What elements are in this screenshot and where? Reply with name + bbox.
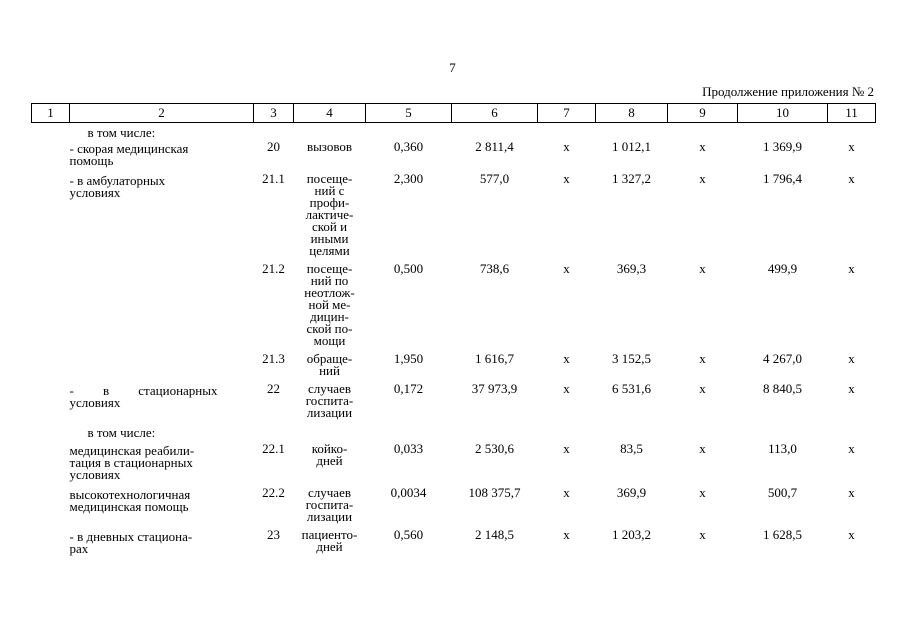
row-name: высокотехнологичная медицинская помощь bbox=[69, 487, 191, 514]
row-value-9: х bbox=[699, 261, 706, 276]
row-value-8: 1 327,2 bbox=[612, 171, 651, 186]
table-row bbox=[32, 353, 876, 383]
row-code: 22.1 bbox=[262, 441, 285, 456]
row-value-11: х bbox=[848, 139, 855, 154]
col-header-10: 10 bbox=[738, 104, 828, 123]
row-name: - в стационарных условиях bbox=[69, 383, 218, 410]
row-value-8: 369,9 bbox=[616, 485, 647, 500]
table-row bbox=[32, 173, 876, 263]
row-value-9: х bbox=[699, 381, 706, 396]
row-value-7: х bbox=[563, 485, 570, 500]
data-table bbox=[31, 103, 876, 555]
row-value-7: х bbox=[563, 261, 570, 276]
row-value-6: 2 148,5 bbox=[475, 527, 514, 542]
row-name bbox=[70, 353, 254, 383]
row-value-9: х bbox=[699, 171, 706, 186]
row-name: в том числе: bbox=[87, 125, 156, 140]
row-name: в том числе: bbox=[87, 425, 156, 440]
col-header-2: 2 bbox=[70, 104, 254, 123]
row-code: 23 bbox=[267, 527, 280, 542]
table-row bbox=[32, 443, 876, 487]
row-value-5: 0,560 bbox=[393, 527, 424, 542]
row-unit: случаев госпита-лизации bbox=[305, 381, 354, 420]
row-value-8: 83,5 bbox=[620, 441, 643, 456]
row-value-9: х bbox=[699, 139, 706, 154]
col-header-3: 3 bbox=[254, 104, 294, 123]
row-value-11: х bbox=[848, 381, 855, 396]
row-value-9: х bbox=[699, 527, 706, 542]
row-value-6: 37 973,9 bbox=[471, 381, 518, 396]
row-value-8: 1 203,2 bbox=[612, 527, 651, 542]
row-value-10: 1 796,4 bbox=[763, 171, 802, 186]
row-value-10: 113,0 bbox=[768, 441, 797, 456]
row-value-7: х bbox=[563, 441, 570, 456]
row-value-5: 1,950 bbox=[393, 351, 424, 366]
row-name: - в дневных стациона-рах bbox=[69, 529, 193, 556]
row-code: 21.2 bbox=[262, 261, 285, 276]
row-value-5: 0,172 bbox=[393, 381, 424, 396]
row-unit: обраще-ний bbox=[306, 351, 353, 378]
row-value-6: 577,0 bbox=[479, 171, 510, 186]
row-value-8: 369,3 bbox=[616, 261, 647, 276]
row-value-6: 108 375,7 bbox=[468, 485, 521, 500]
row-value-7: х bbox=[563, 351, 570, 366]
row-value-6: 2 530,6 bbox=[475, 441, 514, 456]
row-value-6: 1 616,7 bbox=[475, 351, 514, 366]
col-header-11: 11 bbox=[828, 104, 876, 123]
row-value-8: 1 012,1 bbox=[612, 139, 651, 154]
page-number: 7 bbox=[449, 60, 456, 75]
table-row bbox=[32, 529, 876, 555]
table-row bbox=[32, 487, 876, 529]
header-row bbox=[32, 104, 876, 123]
row-value-5: 2,300 bbox=[393, 171, 424, 186]
row-name: медицинская реабили-тация в стационарных условиях bbox=[69, 443, 195, 482]
row-code: 21.3 bbox=[262, 351, 285, 366]
row-unit: посеще-ний с профи-лактиче-ской и иными целями bbox=[305, 171, 354, 258]
continuation-note: Продолжение приложения № 2 bbox=[702, 84, 874, 99]
row-value-10: 500,7 bbox=[767, 485, 798, 500]
row-value-7: х bbox=[563, 527, 570, 542]
row-unit: койко-дней bbox=[311, 441, 348, 468]
col-header-7: 7 bbox=[538, 104, 596, 123]
row-value-11: х bbox=[848, 171, 855, 186]
row-value-10: 4 267,0 bbox=[763, 351, 802, 366]
row-value-5: 0,360 bbox=[393, 139, 424, 154]
row-value-9: х bbox=[699, 485, 706, 500]
col-header-5: 5 bbox=[366, 104, 452, 123]
row-name: - в амбулаторных условиях bbox=[69, 173, 166, 200]
row-unit: пациенто-дней bbox=[301, 527, 358, 554]
row-value-7: х bbox=[563, 171, 570, 186]
row-value-11: х bbox=[848, 441, 855, 456]
row-value-10: 1 628,5 bbox=[763, 527, 802, 542]
row-value-10: 8 840,5 bbox=[763, 381, 802, 396]
table-row bbox=[32, 123, 876, 142]
row-value-5: 0,500 bbox=[393, 261, 424, 276]
row-value-10: 1 369,9 bbox=[763, 139, 802, 154]
row-value-6: 2 811,4 bbox=[475, 139, 514, 154]
row-value-5: 0,0034 bbox=[390, 485, 427, 500]
row-unit: вызовов bbox=[306, 139, 353, 154]
col-header-1: 1 bbox=[32, 104, 70, 123]
row-value-8: 3 152,5 bbox=[612, 351, 651, 366]
row-value-11: х bbox=[848, 351, 855, 366]
row-value-10: 499,9 bbox=[767, 261, 798, 276]
row-code: 22.2 bbox=[262, 485, 285, 500]
row-unit: посеще-ний по неотлож-ной ме-дицин-ской по-мощи bbox=[304, 261, 355, 348]
row-value-11: х bbox=[848, 527, 855, 542]
table-row bbox=[32, 383, 876, 425]
row-code: 20 bbox=[267, 139, 280, 154]
row-value-9: х bbox=[699, 351, 706, 366]
col-header-8: 8 bbox=[596, 104, 668, 123]
col-header-9: 9 bbox=[668, 104, 738, 123]
row-code: 21.1 bbox=[262, 171, 285, 186]
row-value-11: х bbox=[848, 261, 855, 276]
row-value-6: 738,6 bbox=[479, 261, 510, 276]
row-code: 22 bbox=[267, 381, 280, 396]
row-value-7: х bbox=[563, 381, 570, 396]
row-value-9: х bbox=[699, 441, 706, 456]
row-name bbox=[70, 263, 254, 353]
row-name: - скорая медицинская помощь bbox=[69, 141, 189, 168]
row-value-8: 6 531,6 bbox=[612, 381, 651, 396]
row-value-7: х bbox=[563, 139, 570, 154]
col-header-6: 6 bbox=[452, 104, 538, 123]
row-unit: случаев госпита-лизации bbox=[305, 485, 354, 524]
col-header-4: 4 bbox=[294, 104, 366, 123]
table-row bbox=[32, 425, 876, 443]
row-value-5: 0,033 bbox=[393, 441, 424, 456]
table-row bbox=[32, 263, 876, 353]
table-row bbox=[32, 141, 876, 173]
row-value-11: х bbox=[848, 485, 855, 500]
